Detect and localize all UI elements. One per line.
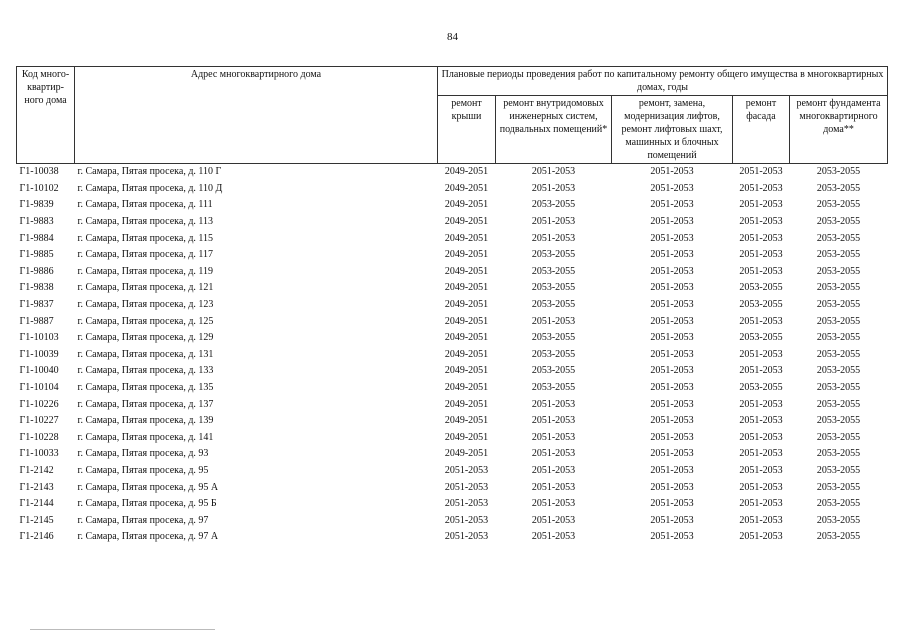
cell-systems: 2051-2053 — [531, 531, 576, 543]
cell-address: г. Самара, Пятая просека, д. 95 Б — [77, 498, 217, 510]
cell-code: Г1-10228 — [19, 431, 59, 443]
cell-systems: 2053-2055 — [531, 282, 576, 294]
cell-facade: 2051-2053 — [739, 315, 783, 327]
cell-facade: 2051-2053 — [739, 431, 783, 443]
cell-address: г. Самара, Пятая просека, д. 95 — [77, 464, 209, 476]
table-row — [17, 529, 888, 546]
cell-foundation: 2053-2055 — [816, 216, 861, 228]
cell-code: Г1-10038 — [19, 166, 59, 178]
cell-lifts: 2051-2053 — [650, 182, 694, 194]
cell-lifts: 2051-2053 — [650, 431, 694, 443]
cell-address: г. Самара, Пятая просека, д. 115 — [77, 232, 214, 244]
cell-lifts: 2051-2053 — [650, 531, 694, 543]
cell-foundation: 2053-2055 — [816, 348, 861, 360]
cell-roof: 2049-2051 — [444, 199, 489, 211]
cell-code: Г1-9884 — [19, 232, 54, 244]
cell-roof: 2049-2051 — [444, 348, 489, 360]
header-code: Код много-квартир-ного дома — [17, 67, 75, 164]
cell-foundation: 2053-2055 — [816, 182, 861, 194]
header-foundation: ремонт фундамента многоквартирного дома** — [790, 96, 888, 164]
table-header — [17, 67, 888, 164]
table-row — [17, 264, 888, 281]
cell-foundation: 2053-2055 — [816, 265, 861, 277]
page-number: 84 — [447, 31, 458, 43]
cell-roof: 2049-2051 — [444, 431, 489, 443]
cell-roof: 2051-2053 — [444, 498, 489, 510]
cell-address: г. Самара, Пятая просека, д. 113 — [77, 216, 214, 228]
table-row — [17, 363, 888, 380]
cell-lifts: 2051-2053 — [650, 199, 694, 211]
cell-code: Г1-9885 — [19, 249, 54, 261]
cell-foundation: 2053-2055 — [816, 481, 861, 493]
cell-systems: 2053-2055 — [531, 299, 576, 311]
table-row — [17, 247, 888, 264]
cell-facade: 2053-2055 — [739, 332, 783, 344]
cell-foundation: 2053-2055 — [816, 166, 861, 178]
cell-address: г. Самара, Пятая просека, д. 135 — [77, 382, 214, 394]
cell-lifts: 2051-2053 — [650, 448, 694, 460]
cell-address: г. Самара, Пятая просека, д. 117 — [77, 249, 214, 261]
table-row — [17, 197, 888, 214]
cell-roof: 2049-2051 — [444, 282, 489, 294]
cell-facade: 2053-2055 — [739, 299, 783, 311]
cell-code: Г1-10104 — [19, 382, 59, 394]
cell-roof: 2049-2051 — [444, 382, 489, 394]
cell-foundation: 2053-2055 — [816, 232, 861, 244]
cell-code: Г1-2146 — [19, 531, 54, 543]
cell-systems: 2053-2055 — [531, 249, 576, 261]
cell-address: г. Самара, Пятая просека, д. 119 — [77, 265, 214, 277]
cell-foundation: 2053-2055 — [816, 282, 861, 294]
table-row — [17, 380, 888, 397]
cell-code: Г1-2144 — [19, 498, 54, 510]
table-row — [17, 347, 888, 364]
cell-systems: 2051-2053 — [531, 431, 576, 443]
cell-roof: 2049-2051 — [444, 166, 489, 178]
cell-lifts: 2051-2053 — [650, 481, 694, 493]
cell-code: Г1-10039 — [19, 348, 59, 360]
header-periods-group: Плановые периоды проведения работ по капитальному ремонту общего имущества в многоквартирных домах, годы — [438, 67, 888, 96]
cell-lifts: 2051-2053 — [650, 249, 694, 261]
cell-facade: 2053-2055 — [739, 282, 783, 294]
cell-roof: 2049-2051 — [444, 415, 489, 427]
table-row — [17, 463, 888, 480]
table-row — [17, 164, 888, 181]
cell-systems: 2053-2055 — [531, 382, 576, 394]
cell-code: Г1-10040 — [19, 365, 59, 377]
cell-facade: 2051-2053 — [739, 415, 783, 427]
cell-facade: 2051-2053 — [739, 166, 783, 178]
table-row — [17, 181, 888, 198]
cell-code: Г1-2145 — [19, 514, 54, 526]
cell-lifts: 2051-2053 — [650, 265, 694, 277]
cell-foundation: 2053-2055 — [816, 415, 861, 427]
header-address: Адрес многоквартирного дома — [75, 67, 438, 164]
table-row — [17, 413, 888, 430]
cell-code: Г1-10227 — [19, 415, 59, 427]
table-row — [17, 330, 888, 347]
cell-systems: 2053-2055 — [531, 332, 576, 344]
cell-lifts: 2051-2053 — [650, 299, 694, 311]
cell-roof: 2051-2053 — [444, 481, 489, 493]
cell-facade: 2051-2053 — [739, 365, 783, 377]
cell-roof: 2049-2051 — [444, 448, 489, 460]
table-row — [17, 446, 888, 463]
cell-roof: 2049-2051 — [444, 182, 489, 194]
cell-foundation: 2053-2055 — [816, 431, 861, 443]
cell-systems: 2053-2055 — [531, 199, 576, 211]
cell-systems: 2051-2053 — [531, 415, 576, 427]
cell-roof: 2049-2051 — [444, 398, 489, 410]
cell-roof: 2051-2053 — [444, 514, 489, 526]
cell-address: г. Самара, Пятая просека, д. 110 Д — [77, 182, 223, 194]
cell-lifts: 2051-2053 — [650, 398, 694, 410]
cell-systems: 2051-2053 — [531, 398, 576, 410]
cell-foundation: 2053-2055 — [816, 315, 861, 327]
cell-systems: 2051-2053 — [531, 514, 576, 526]
header-facade: ремонт фасада — [733, 96, 790, 164]
cell-foundation: 2053-2055 — [816, 382, 861, 394]
cell-systems: 2051-2053 — [531, 464, 576, 476]
cell-address: г. Самара, Пятая просека, д. 133 — [77, 365, 214, 377]
cell-code: Г1-9838 — [19, 282, 54, 294]
cell-lifts: 2051-2053 — [650, 498, 694, 510]
cell-code: Г1-10033 — [19, 448, 59, 460]
cell-facade: 2051-2053 — [739, 199, 783, 211]
cell-roof: 2049-2051 — [444, 332, 489, 344]
cell-lifts: 2051-2053 — [650, 365, 694, 377]
cell-foundation: 2053-2055 — [816, 498, 861, 510]
cell-lifts: 2051-2053 — [650, 415, 694, 427]
header-roof: ремонт крыши — [438, 96, 496, 164]
table-row — [17, 230, 888, 247]
cell-lifts: 2051-2053 — [650, 348, 694, 360]
table-row — [17, 297, 888, 314]
cell-systems: 2053-2055 — [531, 365, 576, 377]
table-row — [17, 496, 888, 513]
cell-roof: 2049-2051 — [444, 249, 489, 261]
cell-address: г. Самара, Пятая просека, д. 139 — [77, 415, 214, 427]
table-row — [17, 396, 888, 413]
cell-facade: 2051-2053 — [739, 216, 783, 228]
cell-roof: 2049-2051 — [444, 365, 489, 377]
cell-address: г. Самара, Пятая просека, д. 141 — [77, 431, 214, 443]
cell-systems: 2053-2055 — [531, 348, 576, 360]
cell-address: г. Самара, Пятая просека, д. 111 — [77, 199, 213, 211]
cell-systems: 2053-2055 — [531, 265, 576, 277]
cell-address: г. Самара, Пятая просека, д. 95 А — [77, 481, 219, 493]
cell-code: Г1-10226 — [19, 398, 59, 410]
cell-code: Г1-9883 — [19, 216, 54, 228]
cell-lifts: 2051-2053 — [650, 166, 694, 178]
cell-facade: 2051-2053 — [739, 398, 783, 410]
cell-foundation: 2053-2055 — [816, 249, 861, 261]
cell-facade: 2051-2053 — [739, 498, 783, 510]
cell-lifts: 2051-2053 — [650, 282, 694, 294]
cell-systems: 2051-2053 — [531, 166, 576, 178]
cell-foundation: 2053-2055 — [816, 448, 861, 460]
cell-facade: 2051-2053 — [739, 531, 783, 543]
table-body — [17, 164, 888, 546]
cell-systems: 2051-2053 — [531, 315, 576, 327]
cell-systems: 2051-2053 — [531, 448, 576, 460]
table-row — [17, 214, 888, 231]
cell-code: Г1-9886 — [19, 265, 54, 277]
cell-foundation: 2053-2055 — [816, 531, 861, 543]
cell-roof: 2049-2051 — [444, 232, 489, 244]
cell-foundation: 2053-2055 — [816, 514, 861, 526]
table-row — [17, 479, 888, 496]
scan-artifact-line — [30, 629, 215, 630]
cell-facade: 2051-2053 — [739, 448, 783, 460]
cell-facade: 2051-2053 — [739, 249, 783, 261]
cell-address: г. Самара, Пятая просека, д. 97 — [77, 514, 209, 526]
header-lifts: ремонт, замена, модернизация лифтов, ремонт лифтовых шахт, машинных и блочных помещений — [612, 96, 733, 164]
cell-code: Г1-2142 — [19, 464, 54, 476]
cell-address: г. Самара, Пятая просека, д. 131 — [77, 348, 214, 360]
cell-code: Г1-9837 — [19, 299, 54, 311]
cell-address: г. Самара, Пятая просека, д. 123 — [77, 299, 214, 311]
cell-roof: 2051-2053 — [444, 464, 489, 476]
cell-code: Г1-10103 — [19, 332, 59, 344]
cell-facade: 2051-2053 — [739, 481, 783, 493]
cell-facade: 2051-2053 — [739, 182, 783, 194]
cell-facade: 2051-2053 — [739, 348, 783, 360]
cell-facade: 2051-2053 — [739, 464, 783, 476]
cell-systems: 2051-2053 — [531, 182, 576, 194]
capital-repair-table — [16, 66, 888, 546]
cell-code: Г1-2143 — [19, 481, 54, 493]
cell-code: Г1-9839 — [19, 199, 54, 211]
cell-lifts: 2051-2053 — [650, 514, 694, 526]
cell-systems: 2051-2053 — [531, 232, 576, 244]
header-systems: ремонт внутридомовых инженерных систем, подвальных помещений* — [496, 96, 612, 164]
cell-foundation: 2053-2055 — [816, 299, 861, 311]
cell-foundation: 2053-2055 — [816, 199, 861, 211]
cell-systems: 2051-2053 — [531, 481, 576, 493]
cell-lifts: 2051-2053 — [650, 382, 694, 394]
cell-lifts: 2051-2053 — [650, 332, 694, 344]
table-row — [17, 430, 888, 447]
cell-lifts: 2051-2053 — [650, 232, 694, 244]
cell-systems: 2051-2053 — [531, 498, 576, 510]
cell-address: г. Самара, Пятая просека, д. 93 — [77, 448, 209, 460]
cell-roof: 2049-2051 — [444, 299, 489, 311]
cell-foundation: 2053-2055 — [816, 398, 861, 410]
table-row — [17, 280, 888, 297]
cell-address: г. Самара, Пятая просека, д. 97 А — [77, 531, 219, 543]
table-row — [17, 313, 888, 330]
cell-foundation: 2053-2055 — [816, 365, 861, 377]
cell-facade: 2053-2055 — [739, 382, 783, 394]
cell-facade: 2051-2053 — [739, 232, 783, 244]
cell-systems: 2051-2053 — [531, 216, 576, 228]
cell-roof: 2051-2053 — [444, 531, 489, 543]
cell-lifts: 2051-2053 — [650, 216, 694, 228]
cell-address: г. Самара, Пятая просека, д. 121 — [77, 282, 214, 294]
cell-address: г. Самара, Пятая просека, д. 129 — [77, 332, 214, 344]
cell-code: Г1-10102 — [19, 182, 59, 194]
cell-roof: 2049-2051 — [444, 265, 489, 277]
cell-facade: 2051-2053 — [739, 265, 783, 277]
cell-address: г. Самара, Пятая просека, д. 125 — [77, 315, 214, 327]
cell-roof: 2049-2051 — [444, 315, 489, 327]
table-row — [17, 512, 888, 529]
cell-roof: 2049-2051 — [444, 216, 489, 228]
cell-facade: 2051-2053 — [739, 514, 783, 526]
cell-code: Г1-9887 — [19, 315, 54, 327]
cell-address: г. Самара, Пятая просека, д. 110 Г — [77, 166, 222, 178]
cell-lifts: 2051-2053 — [650, 315, 694, 327]
cell-foundation: 2053-2055 — [816, 332, 861, 344]
cell-foundation: 2053-2055 — [816, 464, 861, 476]
cell-lifts: 2051-2053 — [650, 464, 694, 476]
cell-address: г. Самара, Пятая просека, д. 137 — [77, 398, 214, 410]
